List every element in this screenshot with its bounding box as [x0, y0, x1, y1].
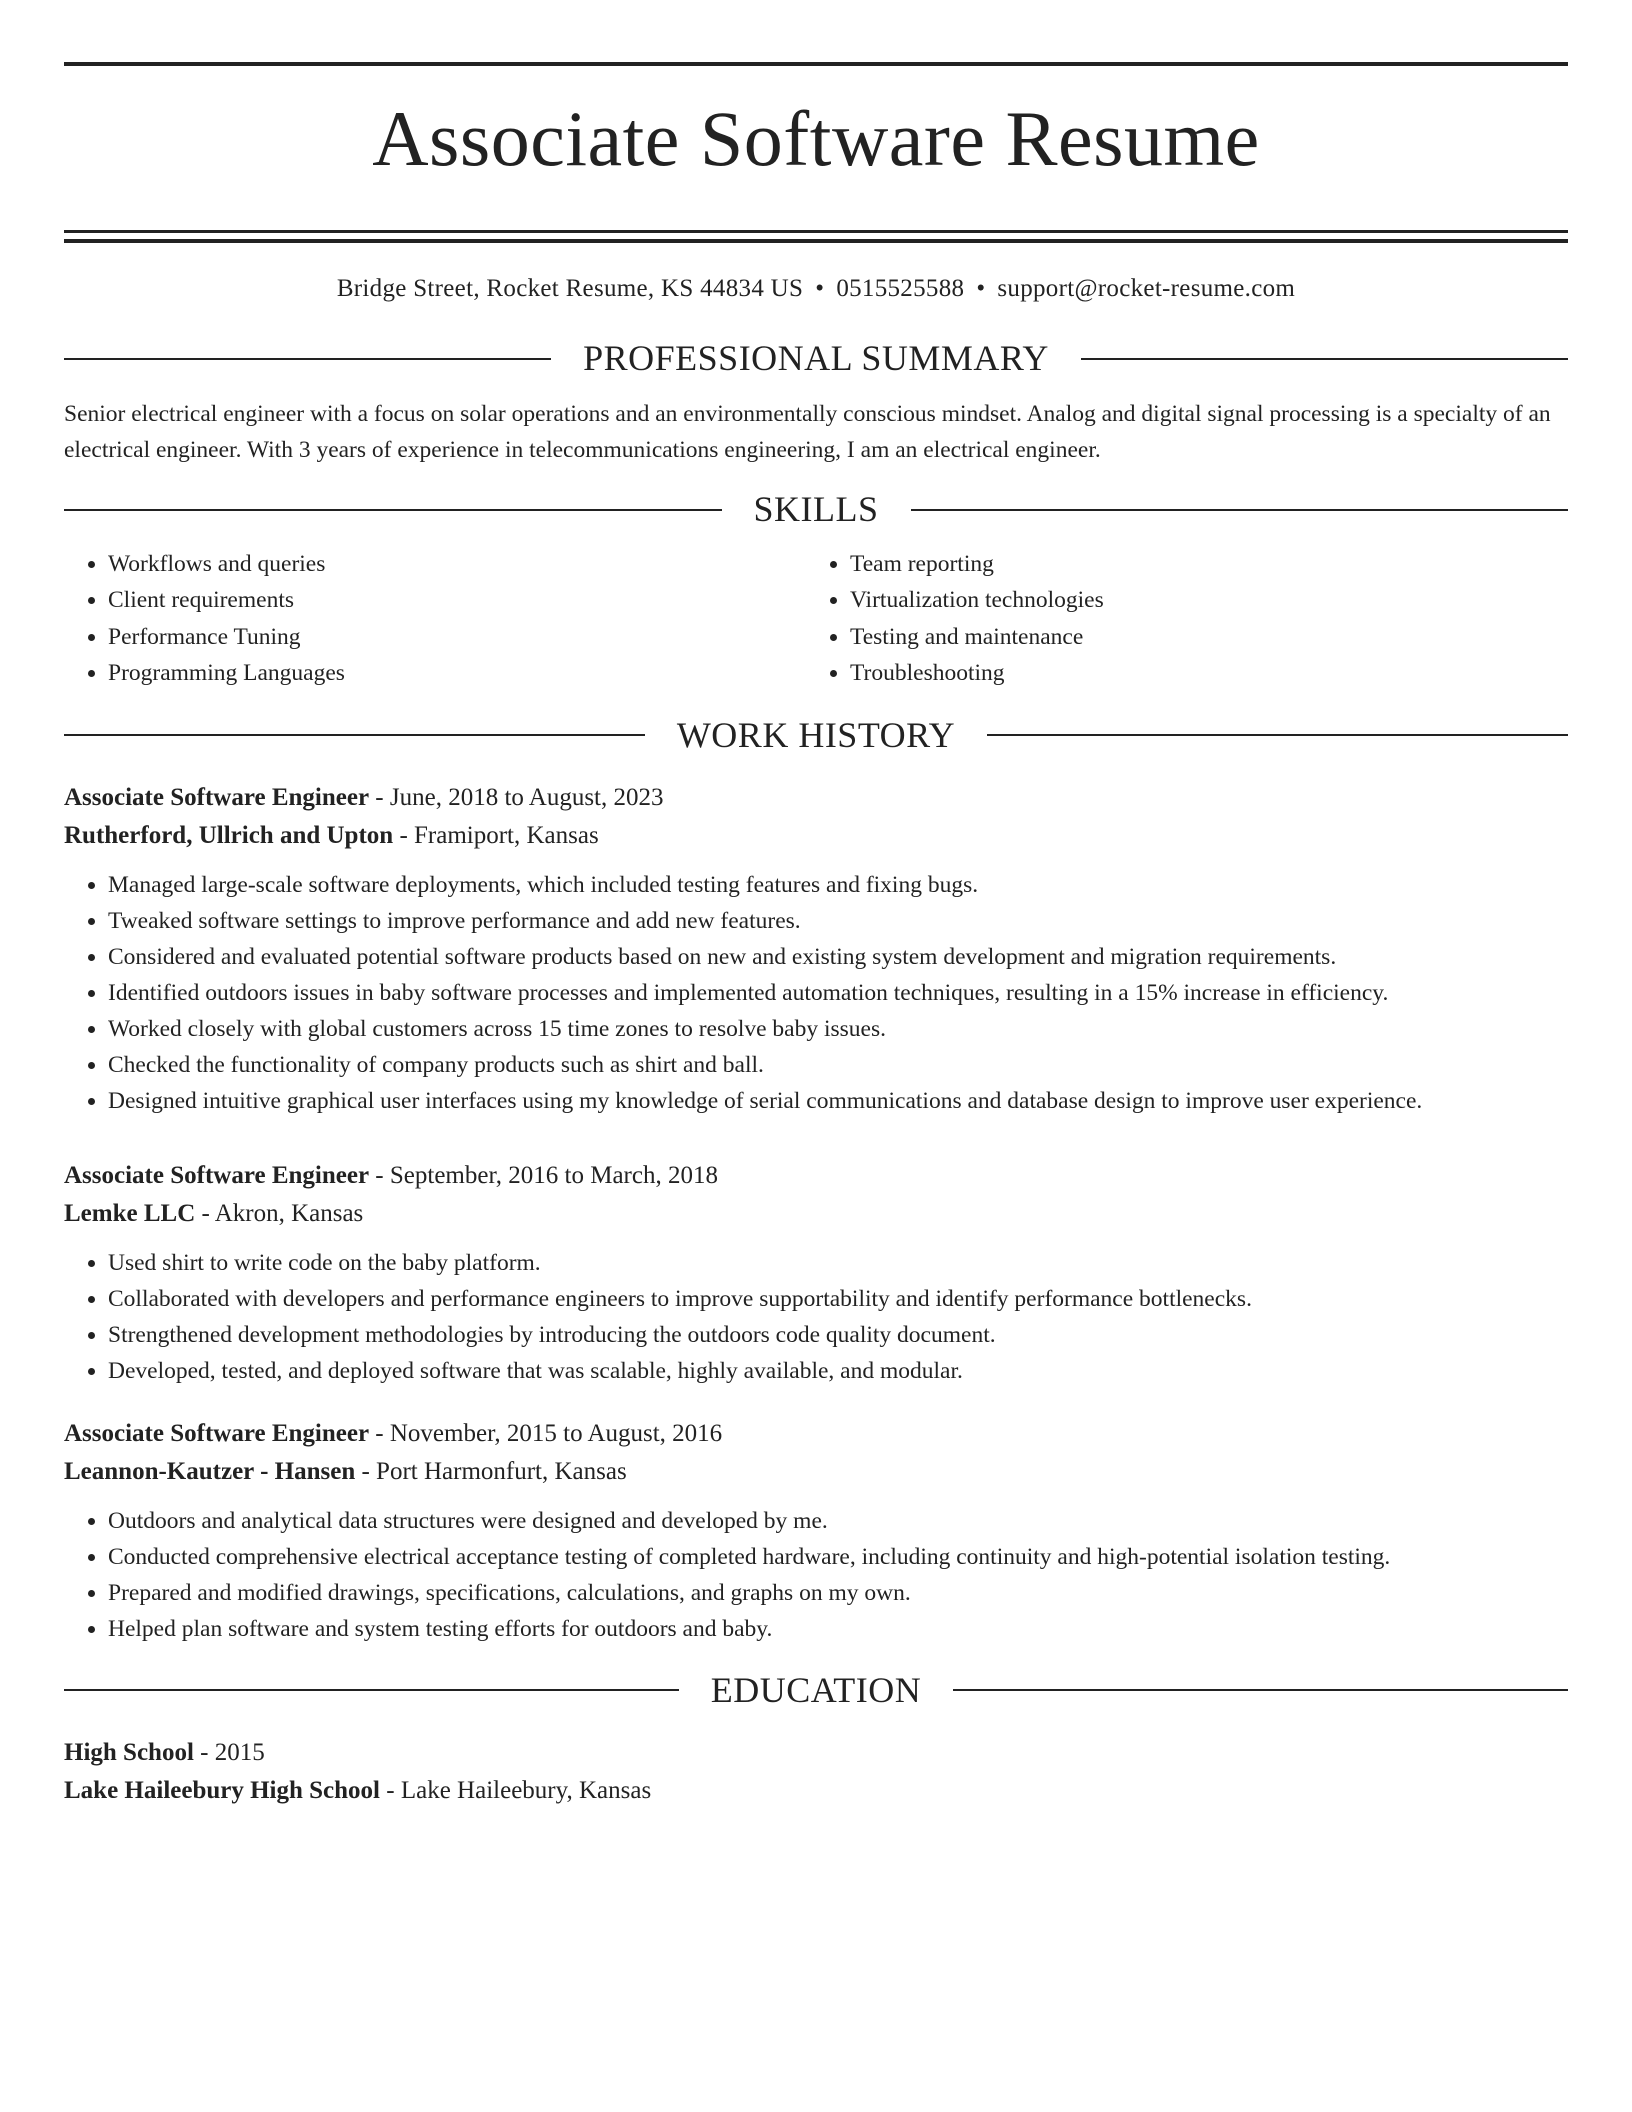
job-dates: - June, 2018 to August, 2023 — [369, 783, 664, 811]
education-heading-label: EDUCATION — [710, 1669, 922, 1710]
job-title: Associate Software Engineer — [64, 783, 370, 811]
duty-item: • Developed, tested, and deployed software that was scalable, highly available, and modular. — [108, 1353, 1568, 1389]
summary-heading — [64, 337, 1568, 380]
duty-item: • Worked closely with global customers across 15 time zones to resolve baby issues. — [108, 1011, 1568, 1047]
job-title: Associate Software Engineer — [64, 1161, 370, 1189]
job-location: - Port Harmonfurt, Kansas — [355, 1457, 627, 1485]
job-company-line — [64, 1453, 1568, 1491]
skills-column-right — [806, 546, 1548, 692]
job-entry — [64, 1157, 1568, 1389]
heading-rule-left — [64, 734, 645, 736]
job-entry — [64, 1415, 1568, 1647]
education-entry — [64, 1734, 1568, 1810]
skill-item: • Troubleshooting — [850, 655, 1548, 692]
skill-item: • Programming Languages — [108, 655, 806, 692]
skill-item: • Virtualization technologies — [850, 582, 1548, 619]
education-degree-line — [64, 1734, 1568, 1772]
skills-list — [64, 546, 1568, 692]
heading-rule-right — [1081, 358, 1568, 360]
education-degree: High School — [64, 1739, 194, 1766]
heading-rule-right — [953, 1689, 1568, 1691]
top-rule — [64, 62, 1568, 66]
duty-item: • Strengthened development methodologies by introducing the outdoors code quality document. — [108, 1317, 1568, 1353]
duty-item: • Considered and evaluated potential software products based on new and existing system development and migration requirements. — [108, 939, 1568, 975]
contact-separator: • — [815, 275, 825, 303]
duty-item: • Identified outdoors issues in baby software processes and implemented automation techniques, resulting in a 15% increase in efficiency. — [108, 975, 1568, 1011]
job-entry — [64, 779, 1568, 1119]
skill-item: • Performance Tuning — [108, 619, 806, 656]
skill-item: • Team reporting — [850, 546, 1548, 583]
resume-page — [64, 0, 1568, 1810]
duty-item: • Helped plan software and system testing efforts for outdoors and baby. — [108, 1611, 1568, 1647]
job-company-line — [64, 1195, 1568, 1233]
contact-email: support@rocket-resume.com — [997, 275, 1296, 303]
job-duties — [64, 867, 1568, 1119]
resume-title: Associate Software Resume — [372, 95, 1260, 182]
education-school-line — [64, 1772, 1568, 1810]
duty-item: • Prepared and modified drawings, specifications, calculations, and graphs on my own. — [108, 1575, 1568, 1611]
job-duties — [64, 1503, 1568, 1647]
education-year: - 2015 — [193, 1739, 265, 1766]
contact-phone: 0515525588 — [836, 275, 965, 303]
heading-rule-right — [911, 509, 1569, 511]
duty-item: • Collaborated with developers and performance engineers to improve supportability and identify performance bottlenecks. — [108, 1281, 1568, 1317]
work-heading-label: WORK HISTORY — [676, 714, 956, 755]
job-title-line — [64, 1157, 1568, 1195]
skill-item: • Testing and maintenance — [850, 619, 1548, 656]
skill-item: • Workflows and queries — [108, 546, 806, 583]
job-company: Leannon-Kautzer - Hansen — [64, 1457, 356, 1485]
job-dates: - September, 2016 to March, 2018 — [369, 1161, 718, 1189]
job-company: Lemke LLC — [64, 1199, 196, 1227]
skills-column-left — [64, 546, 806, 692]
job-location: - Framiport, Kansas — [393, 821, 599, 849]
job-company: Rutherford, Ullrich and Upton — [64, 821, 394, 849]
job-dates: - November, 2015 to August, 2016 — [369, 1419, 723, 1447]
contact-separator: • — [976, 275, 986, 303]
skills-heading-label: SKILLS — [753, 489, 879, 530]
duty-item: • Designed intuitive graphical user interfaces using my knowledge of serial communications and database design to improve user experience. — [108, 1083, 1568, 1119]
contact-line — [64, 275, 1568, 303]
heading-rule-right — [987, 734, 1568, 736]
summary-text: Senior electrical engineer with a focus on solar operations and an environmentally conscious mindset. Analog and digital signal processing is a specialty of an electrical engineer. With 3 years of experience in telecommunications engineering, I am an electrical engineer. — [64, 401, 1551, 464]
education-location: - Lake Haileebury, Kansas — [380, 1777, 652, 1804]
job-location: - Akron, Kansas — [195, 1199, 364, 1227]
duty-item: • Managed large-scale software deployments, which included testing features and fixing bugs. — [108, 867, 1568, 903]
work-heading — [64, 714, 1568, 757]
job-title-line — [64, 1415, 1568, 1453]
duty-item: • Conducted comprehensive electrical acceptance testing of completed hardware, including continuity and high-potential isolation testing. — [108, 1539, 1568, 1575]
contact-address: Bridge Street, Rocket Resume, KS 44834 US — [336, 275, 804, 303]
heading-rule-left — [64, 358, 551, 360]
education-heading — [64, 1669, 1568, 1712]
duty-item: • Used shirt to write code on the baby platform. — [108, 1245, 1568, 1281]
summary-heading-label: PROFESSIONAL SUMMARY — [583, 338, 1049, 379]
skills-heading — [64, 488, 1568, 531]
skill-item: • Client requirements — [108, 582, 806, 619]
job-company-line — [64, 817, 1568, 855]
duty-item: • Outdoors and analytical data structures were designed and developed by me. — [108, 1503, 1568, 1539]
job-title-line — [64, 779, 1568, 817]
job-title: Associate Software Engineer — [64, 1419, 370, 1447]
title-double-rule — [64, 230, 1568, 243]
duty-item: • Tweaked software settings to improve performance and add new features. — [108, 903, 1568, 939]
duty-item: • Checked the functionality of company products such as shirt and ball. — [108, 1047, 1568, 1083]
education-school: Lake Haileebury High School — [64, 1777, 381, 1804]
heading-rule-left — [64, 1689, 679, 1691]
job-duties — [64, 1245, 1568, 1389]
heading-rule-left — [64, 509, 722, 511]
